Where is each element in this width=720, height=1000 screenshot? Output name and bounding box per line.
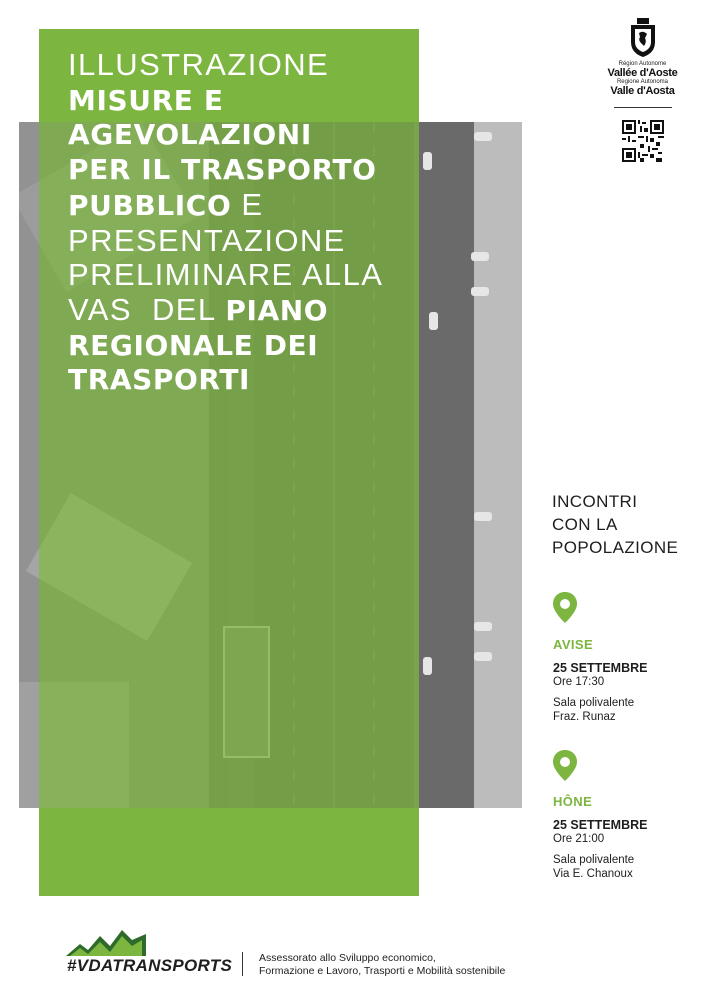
event-city: AVISE <box>553 637 594 652</box>
region-logo <box>600 18 685 162</box>
meetings-heading-line-2: CON LA <box>552 515 618 534</box>
poster-title <box>68 48 413 398</box>
qr-code-icon[interactable] <box>622 120 664 162</box>
title-line-1: ILLUSTRAZIONE <box>68 47 330 82</box>
event-date: 25 SETTEMBRE <box>553 817 648 832</box>
crest-icon <box>628 18 658 58</box>
assessorato-text <box>259 952 505 978</box>
title-line-7: PRELIMINARE ALLA <box>68 257 384 293</box>
title-line-10: TRASPORTI <box>68 363 251 397</box>
title-line-6: PRESENTAZIONE <box>68 222 346 258</box>
hashtag: #VDATRANSPORTS <box>67 956 233 975</box>
location-pin-icon <box>553 750 577 781</box>
event-address: Fraz. Runaz <box>553 711 616 723</box>
title-line-8: VAS DEL PIANO <box>68 291 329 327</box>
logo-line-1: Région Autonome <box>618 61 667 67</box>
title-line-2: MISURE E <box>68 83 224 117</box>
event-time: Ore 17:30 <box>553 676 605 688</box>
footer-divider <box>242 952 243 976</box>
assessorato-line-1: Assessorato allo Sviluppo economico, <box>259 952 436 964</box>
logo-line-3: Regione Autonoma <box>616 79 669 85</box>
meetings-heading-line-3: POPOLAZIONE <box>552 538 679 557</box>
logo-line-2: Vallée d'Aoste <box>607 67 678 79</box>
event-date: 25 SETTEMBRE <box>553 660 648 675</box>
title-line-9: REGIONALE DEI <box>68 328 319 362</box>
logo-line-4: Valle d'Aosta <box>610 85 675 97</box>
event-address: Via E. Chanoux <box>553 868 633 880</box>
logo-divider <box>614 107 672 108</box>
event-time: Ore 21:00 <box>553 833 605 845</box>
title-line-5: PUBBLICO E <box>68 186 264 222</box>
title-line-3: AGEVOLAZIONI <box>68 118 312 152</box>
event-place: Sala polivalente <box>553 853 635 866</box>
location-pin-icon <box>553 592 577 623</box>
vdatransports-logo-icon <box>66 928 146 956</box>
event-hone <box>553 795 647 882</box>
event-city: HÔNE <box>553 794 593 809</box>
meetings-heading <box>552 490 678 559</box>
event-place: Sala polivalente <box>553 696 635 709</box>
title-line-4: PER IL TRASPORTO <box>68 153 377 187</box>
meetings-heading-line-1: INCONTRI <box>552 492 638 511</box>
event-avise <box>553 638 647 725</box>
assessorato-line-2: Formazione e Lavoro, Trasporti e Mobilità sostenibile <box>259 965 506 977</box>
